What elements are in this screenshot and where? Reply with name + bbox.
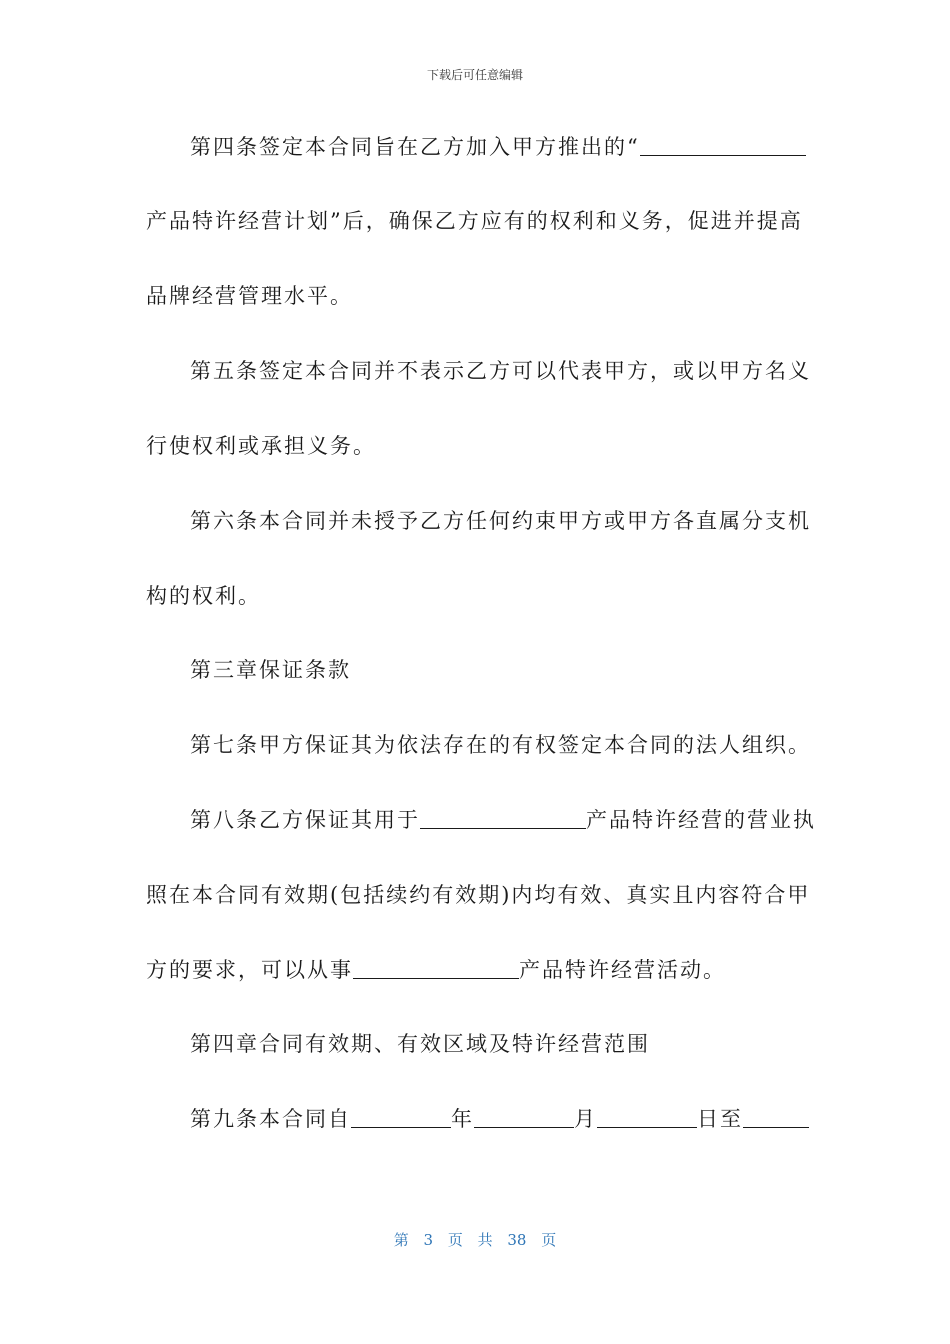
chapter-4-heading: 第四章合同有效期、有效区域及特许经营范围 xyxy=(190,1032,650,1056)
page-header: 下载后可任意编辑 xyxy=(426,68,523,82)
article-4-line-3: 品牌经营管理水平。 xyxy=(146,284,353,308)
fill-blank-day xyxy=(597,1107,697,1128)
article-9-line-1 xyxy=(190,1104,809,1134)
article-6-line-2: 构的权利。 xyxy=(146,584,261,608)
article-4-line-1 xyxy=(190,132,806,162)
page-label-mid: 页 共 xyxy=(447,1231,493,1249)
page-footer xyxy=(0,1229,950,1250)
fill-blank-end xyxy=(743,1107,809,1128)
text-segment: 月 xyxy=(574,1107,597,1131)
text-segment: 产品特许经营活动。 xyxy=(519,958,726,982)
article-4-line-2: 产品特许经营计划”后，确保乙方应有的权利和义务，促进并提高 xyxy=(146,209,803,233)
text-segment: 日至 xyxy=(697,1107,743,1131)
fill-blank xyxy=(353,958,519,979)
fill-blank xyxy=(640,135,806,156)
article-5-line-2: 行使权利或承担义务。 xyxy=(146,434,376,458)
fill-blank xyxy=(420,808,586,829)
article-5-line-1: 第五条签定本合同并不表示乙方可以代表甲方，或以甲方名义 xyxy=(190,359,811,383)
article-6-line-1: 第六条本合同并未授予乙方任何约束甲方或甲方各直属分支机 xyxy=(190,509,811,533)
page-current: 3 xyxy=(423,1231,434,1249)
text-segment: 产品特许经营的营业执 xyxy=(586,808,816,832)
page-label-pre: 第 xyxy=(393,1231,409,1249)
article-7-line-1: 第七条甲方保证其为依法存在的有权签定本合同的法人组织。 xyxy=(190,733,811,757)
article-8-line-1 xyxy=(190,805,816,835)
text-segment: 第八条乙方保证其用于 xyxy=(190,808,420,832)
text-segment: 方的要求，可以从事 xyxy=(146,958,353,982)
text-segment: 年 xyxy=(451,1107,474,1131)
text-segment: 第四条签定本合同旨在乙方加入甲方推出的“ xyxy=(190,135,640,159)
article-8-line-2: 照在本合同有效期(包括续约有效期)内均有效、真实且内容符合甲 xyxy=(146,883,811,907)
article-8-line-3 xyxy=(146,955,726,985)
fill-blank-month xyxy=(474,1107,574,1128)
chapter-3-heading: 第三章保证条款 xyxy=(190,658,351,682)
fill-blank-year xyxy=(351,1107,451,1128)
page-label-post: 页 xyxy=(541,1231,557,1249)
page-total: 38 xyxy=(507,1231,527,1249)
text-segment: 第九条本合同自 xyxy=(190,1107,351,1131)
